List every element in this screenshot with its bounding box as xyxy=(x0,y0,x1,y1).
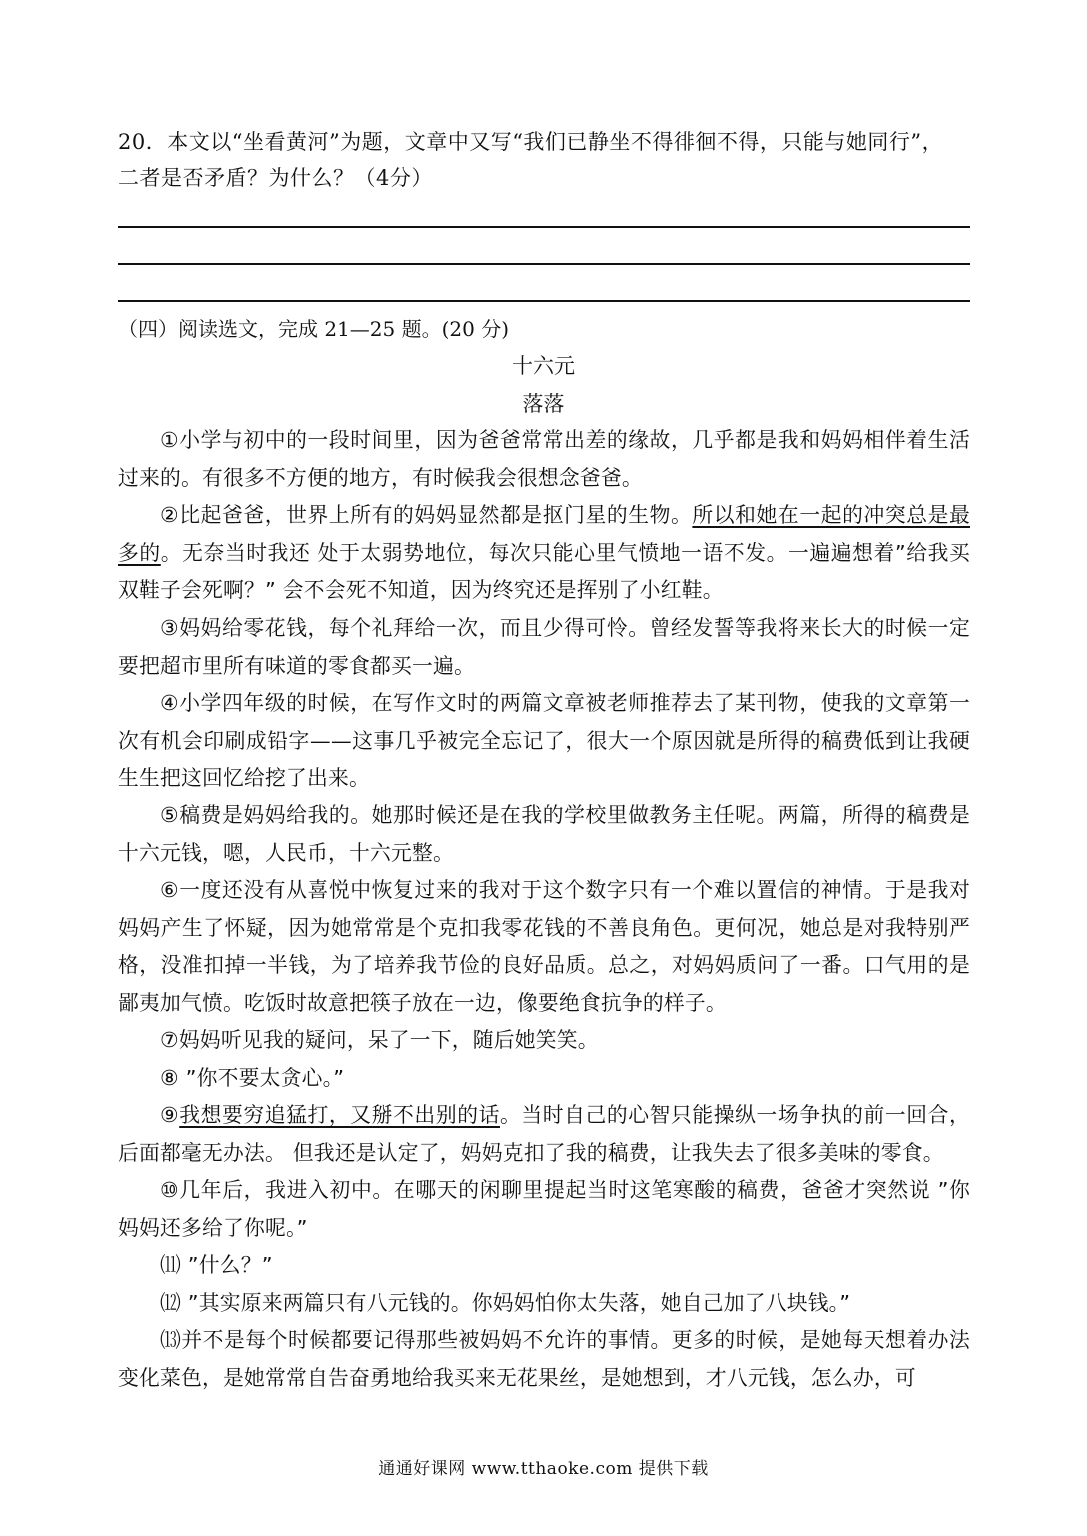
paragraph-text: ⑩几年后，我进入初中。在哪天的闲聊里提起当时这笔寒酸的稿费，爸爸才突然说 ”你妈妈还多给了你呢。” xyxy=(118,1178,970,1240)
paragraph-7 xyxy=(118,1022,970,1060)
paragraph-text: ④小学四年级的时候，在写作文时的两篇文章被老师推荐去了某刊物，使我的文章第一次有机会印刷成铅字——这事几乎被完全忘记了，很大一个原因就是所得的稿费低到让我硬生生把这回忆给挖了出来。 xyxy=(118,691,970,790)
paragraph-9 xyxy=(118,1097,970,1172)
paragraph-10 xyxy=(118,1172,970,1247)
question-20-line-1: 20．本文以“坐看黄河”为题，文章中又写“我们已静坐不得徘徊不得，只能与她同行”， xyxy=(118,130,944,154)
paragraph-text: ⑿ ”其实原来两篇只有八元钱的。你妈妈怕你太失落，她自己加了八块钱。” xyxy=(160,1291,851,1315)
paragraph-text: ⒀并不是每个时候都要记得那些被妈妈不允许的事情。更多的时候，是她每天想着办法变化菜色，是她常常自告奋勇地给我买来无花果丝，是她想到，才八元钱，怎么办，可 xyxy=(118,1328,970,1390)
paragraph-2 xyxy=(118,497,970,610)
paragraph-4 xyxy=(118,685,970,798)
paragraph-text: ②比起爸爸，世界上所有的妈妈显然都是抠门星的生物。 xyxy=(160,503,693,527)
page-footer: 通通好课网 www.tthaoke.com 提供下载 xyxy=(378,1459,709,1479)
answer-line xyxy=(118,300,970,302)
answer-line xyxy=(118,263,970,265)
paragraph-13 xyxy=(118,1322,970,1397)
paragraph-text: ⑥一度还没有从喜悦中恢复过来的我对于这个数字只有一个难以置信的神情。于是我对妈妈产生了怀疑，因为她常常是个克扣我零花钱的不善良角色。更何况，她总是对我特别严格，没准扣掉一半钱，为了培养我节俭的良好品质。总之，对妈妈质问了一番。口气用的是鄙夷加气愤。吃饭时故意把筷子放在一边，像要绝食抗争的样子。 xyxy=(118,878,970,1015)
paragraph-text: 。无奈当时我还 处于太弱势地位，每次只能心里气愤地一语不发。一遍遍想着”给我买双鞋子会死啊？” 会不会死不知道，因为终究还是挥别了小红鞋。 xyxy=(118,540,970,602)
paragraph-text: ⑨ xyxy=(160,1103,180,1127)
paragraph-text: ③妈妈给零花钱，每个礼拜给一次，而且少得可怜。曾经发誓等我将来长大的时候一定要把超市里所有味道的零食都买一遍。 xyxy=(118,616,970,678)
article-author: 落落 xyxy=(522,392,565,416)
paragraph-text: ①小学与初中的一段时间里，因为爸爸常常出差的缘故，几乎都是我和妈妈相伴着生活过来的。有很多不方便的地方，有时候我会很想念爸爸。 xyxy=(118,428,970,490)
underlined-sentence: 我想要穷追猛打，又掰不出别的话 xyxy=(179,1103,500,1127)
question-20-line-2: 二者是否矛盾？为什么？（4分） xyxy=(118,166,433,190)
paragraph-text: 。当时自己的心智只能操纵一场争执的前一回合，后面都毫无办法。 但我还是认定了，妈妈克扣了我的稿费，让我失去了很多美味的零食。 xyxy=(118,1103,970,1165)
question-20 xyxy=(118,124,978,196)
paragraph-12 xyxy=(118,1285,970,1323)
underlined-sentence: 所以和她在一起的冲突总是最多的 xyxy=(118,503,970,565)
paragraph-3 xyxy=(118,610,970,685)
answer-line xyxy=(118,226,970,228)
paragraph-6 xyxy=(118,872,970,1022)
paragraph-text: ⑧ ”你不要太贪心。” xyxy=(160,1066,345,1090)
paragraph-text: ⑤稿费是妈妈给我的。她那时候还是在我的学校里做教务主任呢。两篇，所得的稿费是十六元钱，嗯，人民币，十六元整。 xyxy=(118,803,970,865)
paragraph-11 xyxy=(118,1247,970,1285)
paragraph-text: ⑦妈妈听见我的疑问，呆了一下，随后她笑笑。 xyxy=(160,1028,599,1052)
paragraph-1 xyxy=(118,422,970,497)
paragraph-8 xyxy=(118,1060,970,1098)
article-title: 十六元 xyxy=(512,354,575,378)
paragraph-text: ⑾ ”什么？” xyxy=(160,1253,273,1277)
paragraph-5 xyxy=(118,797,970,872)
section-heading: （四）阅读选文，完成 21—25 题。(20 分) xyxy=(118,317,510,341)
